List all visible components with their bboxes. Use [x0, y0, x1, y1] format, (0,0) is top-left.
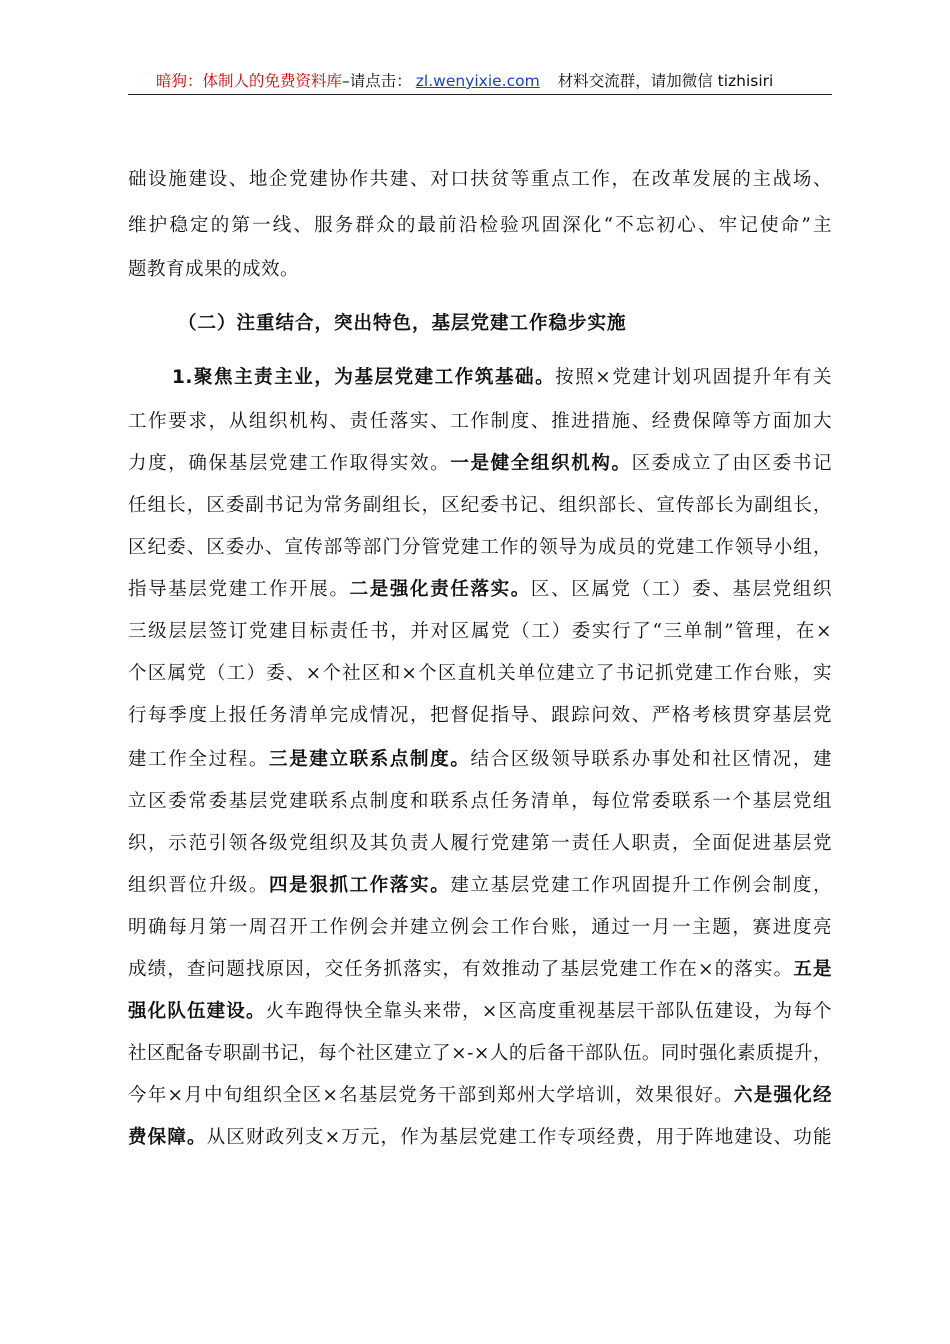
paragraph-line-12: 织，示范引领各级党组织及其负责人履行党建第一责任人职责，全面促进基层党: [128, 833, 832, 854]
line-text: 建立基层党建工作巩固提升工作例会制度，: [450, 875, 832, 896]
paragraph-line-16: [128, 998, 832, 1026]
header-link[interactable]: zl.wenyixie.com: [415, 72, 540, 90]
line-text: 结合区级领导联系办事处和社区情况，建: [470, 749, 832, 770]
line-text: 成绩，查问题找原因，交任务抓落实，有效推动了基层党建工作在×的落实。: [128, 959, 794, 980]
paragraph-line-9: 行每季度上报任务清单完成情况，把督促指导、跟踪问效、严格考核贯穿基层党: [128, 705, 832, 726]
paragraph-line-7: 三级层层签订党建目标责任书，并对区属党（工）委实行了“三单制”管理，在×: [128, 621, 832, 642]
point-6-title-end: 费保障。: [128, 1127, 207, 1148]
section-heading: （二）注重结合，突出特色，基层党建工作稳步实施: [178, 313, 627, 334]
point-6-title-start: 六是强化经: [734, 1085, 832, 1106]
paragraph-line-6: [128, 576, 832, 604]
line-text: 组织晋位升级。: [128, 875, 270, 896]
paragraph-line-2: 工作要求，从组织机构、责任落实、工作制度、推进措施、经费保障等方面加大: [128, 411, 832, 432]
line-text: 从区财政列支×万元，作为基层党建工作专项经费，用于阵地建设、功能: [206, 1127, 832, 1148]
paragraph-line-15: [128, 956, 832, 984]
line-text: 力度，确保基层党建工作取得实效。: [128, 453, 451, 474]
intro-line-3: 题教育成果的成效。: [128, 259, 300, 280]
paragraph-line-1: [128, 364, 832, 392]
point-1-title: 一是健全组织机构。: [450, 453, 632, 474]
paragraph-line-18: [128, 1082, 832, 1110]
point-4-title: 四是狠抓工作落实。: [269, 875, 451, 896]
line-text: 火车跑得快全靠头来带，×区高度重视基层干部队伍建设，为每个: [265, 1001, 832, 1022]
paragraph-line-10: [128, 746, 832, 774]
paragraph-line-14: 明确每月第一周召开工作例会并建立例会工作台账，通过一月一主题，赛进度亮: [128, 917, 832, 938]
paragraph-line-17: 社区配备专职副书记，每个社区建立了×-×人的后备干部队伍。同时强化素质提升，: [128, 1043, 832, 1064]
intro-line-1: 础设施建设、地企党建协作共建、对口扶贫等重点工作，在改革发展的主战场、: [128, 169, 832, 190]
paragraph-line-19: [128, 1124, 832, 1152]
line-text: 指导基层党建工作开展。: [128, 579, 350, 600]
paragraph-line-5: 区纪委、区委办、宣传部等部门分管党建工作的领导为成员的党建工作领导小组，: [128, 537, 832, 558]
header-contact: 材料交流群，请加微信 tizhisiri: [557, 72, 774, 90]
paragraph-line-8: 个区属党（工）委、×个社区和×个区直机关单位建立了书记抓党建工作台账，实: [128, 663, 832, 684]
paragraph-line-11: 立区委常委基层党建联系点制度和联系点任务清单，每位常委联系一个基层党组: [128, 791, 832, 812]
line-text: 今年×月中旬组织全区×名基层党务干部到郑州大学培训，效果很好。: [128, 1085, 735, 1106]
paragraph-line-13: [128, 872, 832, 900]
line-text: 按照×党建计划巩固提升年有关: [555, 367, 832, 388]
point-3-title: 三是建立联系点制度。: [269, 749, 471, 770]
line-text: 建工作全过程。: [128, 749, 270, 770]
line-text: 区委成立了由区委书记: [631, 453, 832, 474]
header-brand: 暗狗：体制人的免费资料库: [156, 72, 343, 90]
page-header: [128, 70, 832, 95]
header-click-prompt: –请点击：: [342, 72, 412, 90]
paragraph-line-3: [128, 450, 832, 478]
point-5-title-end: 强化队伍建设。: [128, 1001, 266, 1022]
header-text: [156, 70, 773, 92]
intro-line-2: 维护稳定的第一线、服务群众的最前沿检验巩固深化“不忘初心、牢记使命”主: [128, 215, 832, 236]
point-2-title: 二是强化责任落实。: [349, 579, 531, 600]
point-5-title-start: 五是: [793, 959, 832, 980]
line-text: 区、区属党（工）委、基层党组织: [530, 579, 832, 600]
subheading-1: 1.聚焦主责主业，为基层党建工作筑基础。: [172, 367, 556, 388]
paragraph-line-4: 任组长，区委副书记为常务副组长，区纪委书记、组织部长、宣传部长为副组长，: [128, 495, 832, 516]
